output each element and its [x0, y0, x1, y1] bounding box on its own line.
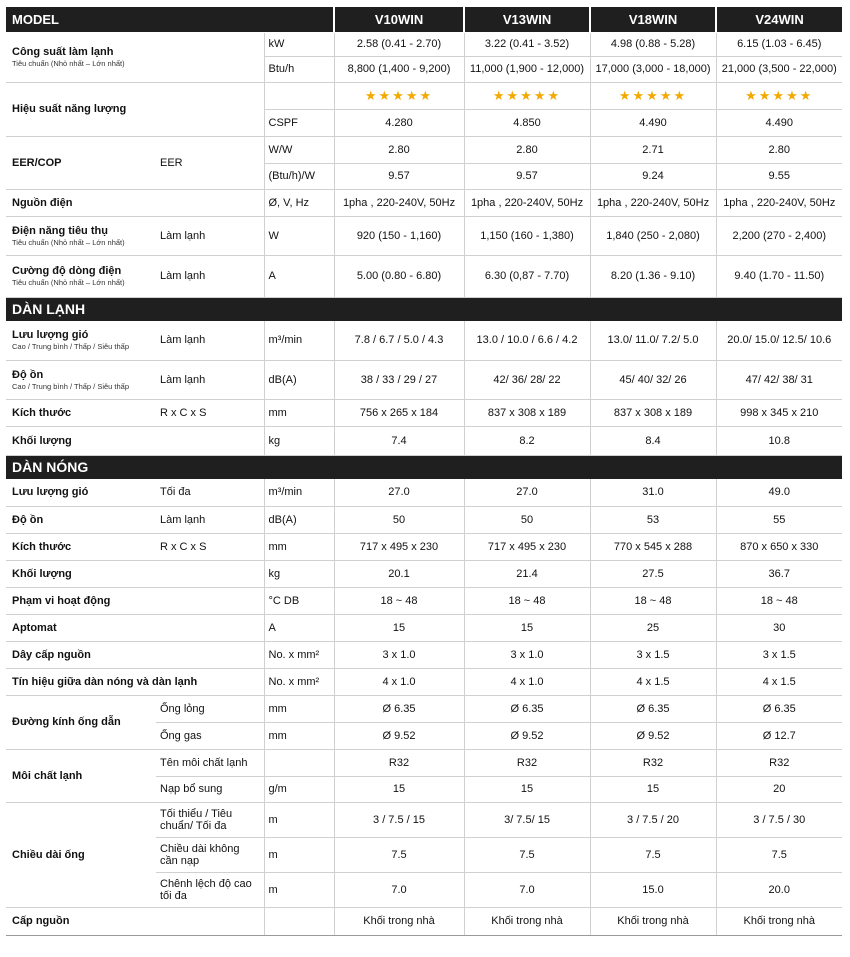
value-cell: Ø 9.52	[334, 722, 464, 749]
indoor-size-row	[6, 399, 842, 426]
spec-table	[6, 7, 842, 936]
row-label: Khối lượng	[6, 426, 264, 455]
indoor-airflow-row	[6, 321, 842, 360]
value-cell: 3 x 1.0	[334, 641, 464, 668]
value-cell: 1pha , 220-240V, 50Hz	[464, 189, 590, 216]
value-cell: 50	[464, 506, 590, 533]
model-name: V13WIN	[464, 7, 590, 32]
row-label-text: Điện năng tiêu thụ	[12, 224, 108, 237]
row-label: Khối lượng	[6, 560, 264, 587]
row-label	[6, 321, 156, 360]
value-cell: 3 / 7.5 / 30	[716, 802, 842, 837]
power-row	[6, 189, 842, 216]
unit-cell: mm	[264, 695, 334, 722]
value-cell: Ø 9.52	[464, 722, 590, 749]
value-cell: 25	[590, 614, 716, 641]
value-cell: 6.15 (1.03 - 6.45)	[716, 32, 842, 56]
value-cell: 11,000 (1,900 - 12,000)	[464, 56, 590, 82]
value-cell: 2.80	[334, 136, 464, 163]
value-cell: 18 ~ 48	[334, 587, 464, 614]
star-rating	[464, 82, 590, 109]
row-label: Môi chất lạnh	[6, 749, 156, 802]
row-label-sub: Tiêu chuẩn (Nhỏ nhất – Lớn nhất)	[12, 278, 125, 287]
value-cell: 756 x 265 x 184	[334, 399, 464, 426]
value-cell: 15	[464, 776, 590, 802]
consumption-row	[6, 216, 842, 255]
section-title: DÀN NÓNG	[6, 455, 842, 479]
value-cell: 21.4	[464, 560, 590, 587]
value-cell: 4.490	[716, 109, 842, 136]
row-label	[6, 216, 156, 255]
value-cell: 10.8	[716, 426, 842, 455]
outdoor-range-row	[6, 587, 842, 614]
unit-cell: W	[264, 216, 334, 255]
row-label: Dây cấp nguồn	[6, 641, 264, 668]
row-label-text: Công suất làm lạnh	[12, 46, 114, 58]
value-cell: 3/ 7.5/ 15	[464, 802, 590, 837]
star-icon: ★★★★★	[492, 87, 562, 103]
value-cell: 8,800 (1,400 - 9,200)	[334, 56, 464, 82]
unit-cell: °C DB	[264, 587, 334, 614]
mode-cell: Làm lạnh	[156, 360, 264, 399]
value-cell: R32	[334, 749, 464, 776]
value-cell: 2.71	[590, 136, 716, 163]
row-label-text: Cường độ dòng điện	[12, 265, 122, 277]
value-cell: 9.40 (1.70 - 11.50)	[716, 255, 842, 297]
unit-cell: g/m	[264, 776, 334, 802]
mode-cell: R x C x S	[156, 533, 264, 560]
value-cell: Ø 12.7	[716, 722, 842, 749]
value-cell: 6.30 (0,87 - 7.70)	[464, 255, 590, 297]
star-rating	[590, 82, 716, 109]
value-cell: 3.22 (0.41 - 3.52)	[464, 32, 590, 56]
value-cell: 7.5	[464, 837, 590, 872]
unit-cell: Btu/h	[264, 56, 334, 82]
value-cell: 4 x 1.0	[334, 668, 464, 695]
value-cell: 920 (150 - 1,160)	[334, 216, 464, 255]
unit-cell: mm	[264, 722, 334, 749]
outdoor-size-row	[6, 533, 842, 560]
row-label-sub: Cao / Trung bình / Thấp / Siêu thấp	[12, 381, 130, 391]
mode-cell: Làm lạnh	[156, 321, 264, 360]
row-label: Lưu lượng gió	[6, 479, 156, 506]
value-cell: 15	[590, 776, 716, 802]
unit-cell: m³/min	[264, 479, 334, 506]
outdoor-cable-row	[6, 641, 842, 668]
unit-cell: m³/min	[264, 321, 334, 360]
value-cell: 42/ 36/ 28/ 22	[464, 360, 590, 399]
value-cell: 4.850	[464, 109, 590, 136]
value-cell: 20.0/ 15.0/ 12.5/ 10.6	[716, 321, 842, 360]
value-cell: 8.4	[590, 426, 716, 455]
row-label: Aptomat	[6, 614, 264, 641]
unit-cell	[264, 82, 334, 109]
value-cell: Ø 6.35	[334, 695, 464, 722]
value-cell: 1pha , 220-240V, 50Hz	[716, 189, 842, 216]
outdoor-breaker-row	[6, 614, 842, 641]
unit-cell: m	[264, 872, 334, 907]
value-cell: 9.55	[716, 163, 842, 189]
value-cell: 18 ~ 48	[590, 587, 716, 614]
value-cell: 15	[334, 614, 464, 641]
outdoor-weight-row	[6, 560, 842, 587]
value-cell: 1pha , 220-240V, 50Hz	[590, 189, 716, 216]
model-name: V10WIN	[334, 7, 464, 32]
value-cell: 13.0/ 11.0/ 7.2/ 5.0	[590, 321, 716, 360]
section-header-indoor	[6, 297, 842, 321]
value-cell: Ø 6.35	[464, 695, 590, 722]
mode-cell: R x C x S	[156, 399, 264, 426]
pipe-liquid-row	[6, 695, 842, 722]
value-cell: 1pha , 220-240V, 50Hz	[334, 189, 464, 216]
value-cell: 15	[464, 614, 590, 641]
value-cell: 8.20 (1.36 - 9.10)	[590, 255, 716, 297]
value-cell: 998 x 345 x 210	[716, 399, 842, 426]
value-cell: 4.490	[590, 109, 716, 136]
unit-cell: dB(A)	[264, 506, 334, 533]
value-cell: 7.0	[464, 872, 590, 907]
value-cell: 27.0	[334, 479, 464, 506]
star-icon: ★★★★★	[745, 87, 814, 103]
value-cell: 13.0 / 10.0 / 6.6 / 4.2	[464, 321, 590, 360]
indoor-weight-row	[6, 426, 842, 455]
value-cell: 38 / 33 / 29 / 27	[334, 360, 464, 399]
value-cell: 4 x 1.5	[716, 668, 842, 695]
mode-cell: Nạp bổ sung	[156, 776, 264, 802]
row-label: Đường kính ống dẫn	[6, 695, 156, 749]
value-cell: 8.2	[464, 426, 590, 455]
unit-cell: mm	[264, 533, 334, 560]
mode-cell: Làm lạnh	[156, 506, 264, 533]
value-cell: 20.0	[716, 872, 842, 907]
unit-cell: (Btu/h)/W	[264, 163, 334, 189]
mode-cell: Ống lỏng	[156, 695, 264, 722]
star-rating	[716, 82, 842, 109]
row-label-sub: Cao / Trung bình / Thấp / Siêu thấp	[12, 342, 130, 352]
value-cell: 9.24	[590, 163, 716, 189]
value-cell: Ø 6.35	[716, 695, 842, 722]
value-cell: 17,000 (3,000 - 18,000)	[590, 56, 716, 82]
value-cell: 4.280	[334, 109, 464, 136]
mode-cell: Làm lạnh	[156, 255, 264, 297]
value-cell: 1,150 (160 - 1,380)	[464, 216, 590, 255]
unit-cell: CSPF	[264, 109, 334, 136]
value-cell: 45/ 40/ 32/ 26	[590, 360, 716, 399]
row-label: Chiều dài ống	[6, 802, 156, 907]
refrigerant-name-row	[6, 749, 842, 776]
value-cell: 3 / 7.5 / 15	[334, 802, 464, 837]
value-cell: 53	[590, 506, 716, 533]
value-cell: 7.5	[334, 837, 464, 872]
efficiency-row-stars	[6, 82, 842, 109]
value-cell: Khối trong nhà	[716, 907, 842, 935]
row-label: Độ ồn	[6, 506, 156, 533]
unit-cell: kg	[264, 426, 334, 455]
unit-cell: m	[264, 802, 334, 837]
unit-cell: No. x mm²	[264, 641, 334, 668]
value-cell: Khối trong nhà	[590, 907, 716, 935]
value-cell: 20	[716, 776, 842, 802]
spec-sheet	[6, 7, 842, 936]
unit-cell: kg	[264, 560, 334, 587]
value-cell: 9.57	[464, 163, 590, 189]
value-cell: 717 x 495 x 230	[464, 533, 590, 560]
mode-cell: Ống gas	[156, 722, 264, 749]
value-cell: Khối trong nhà	[464, 907, 590, 935]
value-cell: 36.7	[716, 560, 842, 587]
row-label: Phạm vi hoạt động	[6, 587, 264, 614]
value-cell: R32	[464, 749, 590, 776]
row-label: Kích thước	[6, 399, 156, 426]
row-label-sub: Tiêu chuẩn (Nhỏ nhất – Lớn nhất)	[12, 237, 125, 247]
unit-cell: m	[264, 837, 334, 872]
value-cell: 2.58 (0.41 - 2.70)	[334, 32, 464, 56]
mode-cell: Chiều dài không cần nạp	[156, 837, 264, 872]
value-cell: 31.0	[590, 479, 716, 506]
row-label: Tín hiệu giữa dàn nóng và dàn lạnh	[6, 668, 264, 695]
mode-cell: Tối đa	[156, 479, 264, 506]
value-cell: Khối trong nhà	[334, 907, 464, 935]
unit-cell: W/W	[264, 136, 334, 163]
unit-cell: dB(A)	[264, 360, 334, 399]
value-cell: 15	[334, 776, 464, 802]
value-cell: 55	[716, 506, 842, 533]
model-name: V18WIN	[590, 7, 716, 32]
value-cell: 9.57	[334, 163, 464, 189]
unit-cell	[264, 749, 334, 776]
unit-cell: kW	[264, 32, 334, 56]
value-cell: 3 x 1.5	[590, 641, 716, 668]
pipelen-minmax-row	[6, 802, 842, 837]
value-cell: 7.8 / 6.7 / 5.0 / 4.3	[334, 321, 464, 360]
row-label: EER/COP	[6, 136, 156, 189]
value-cell: 837 x 308 x 189	[464, 399, 590, 426]
unit-cell: mm	[264, 399, 334, 426]
value-cell: 3 x 1.5	[716, 641, 842, 668]
value-cell: 27.0	[464, 479, 590, 506]
star-rating	[334, 82, 464, 109]
value-cell: 5.00 (0.80 - 6.80)	[334, 255, 464, 297]
current-row	[6, 255, 842, 297]
value-cell: 7.0	[334, 872, 464, 907]
value-cell: 18 ~ 48	[716, 587, 842, 614]
row-label	[6, 360, 156, 399]
outdoor-signal-row	[6, 668, 842, 695]
section-title: DÀN LẠNH	[6, 297, 842, 321]
row-label-sub: Tiêu chuẩn (Nhỏ nhất – Lớn nhất)	[12, 59, 125, 68]
value-cell: R32	[590, 749, 716, 776]
row-label: Hiệu suất năng lượng	[6, 82, 264, 136]
outdoor-noise-row	[6, 506, 842, 533]
value-cell: Ø 6.35	[590, 695, 716, 722]
value-cell: Ø 9.52	[590, 722, 716, 749]
value-cell: 2.80	[464, 136, 590, 163]
mode-cell: Tối thiểu / Tiêu chuẩn/ Tối đa	[156, 802, 264, 837]
unit-cell	[264, 907, 334, 935]
value-cell: 21,000 (3,500 - 22,000)	[716, 56, 842, 82]
mode-cell: Chênh lệch độ cao tối đa	[156, 872, 264, 907]
value-cell: 27.5	[590, 560, 716, 587]
row-label: Nguồn điện	[6, 189, 264, 216]
row-label-text: Độ ồn	[12, 368, 44, 381]
value-cell: 4 x 1.0	[464, 668, 590, 695]
capacity-row-kw	[6, 32, 842, 56]
eer-row-1	[6, 136, 842, 163]
outdoor-airflow-row	[6, 479, 842, 506]
value-cell: 18 ~ 48	[464, 587, 590, 614]
row-label: Kích thước	[6, 533, 156, 560]
row-label	[6, 255, 156, 297]
value-cell: 1,840 (250 - 2,080)	[590, 216, 716, 255]
row-label: Cấp nguồn	[6, 907, 264, 935]
model-header-row	[6, 7, 842, 32]
value-cell: 837 x 308 x 189	[590, 399, 716, 426]
mode-cell: Làm lạnh	[156, 216, 264, 255]
model-name: V24WIN	[716, 7, 842, 32]
supply-row	[6, 907, 842, 935]
unit-cell: Ø, V, Hz	[264, 189, 334, 216]
value-cell: 870 x 650 x 330	[716, 533, 842, 560]
value-cell: 49.0	[716, 479, 842, 506]
value-cell: 7.5	[716, 837, 842, 872]
value-cell: 2,200 (270 - 2,400)	[716, 216, 842, 255]
value-cell: 15.0	[590, 872, 716, 907]
value-cell: 717 x 495 x 230	[334, 533, 464, 560]
indoor-noise-row	[6, 360, 842, 399]
unit-cell: A	[264, 614, 334, 641]
value-cell: 7.4	[334, 426, 464, 455]
row-label-text: Lưu lượng gió	[12, 329, 89, 342]
model-label: MODEL	[6, 7, 334, 32]
row-label	[6, 32, 264, 82]
value-cell: 20.1	[334, 560, 464, 587]
mode-cell: Tên môi chất lạnh	[156, 749, 264, 776]
value-cell: 47/ 42/ 38/ 31	[716, 360, 842, 399]
value-cell: 2.80	[716, 136, 842, 163]
value-cell: R32	[716, 749, 842, 776]
section-header-outdoor	[6, 455, 842, 479]
value-cell: 50	[334, 506, 464, 533]
value-cell: 770 x 545 x 288	[590, 533, 716, 560]
mode-cell: EER	[156, 136, 264, 189]
value-cell: 3 x 1.0	[464, 641, 590, 668]
value-cell: 30	[716, 614, 842, 641]
value-cell: 4 x 1.5	[590, 668, 716, 695]
star-icon: ★★★★★	[618, 87, 688, 103]
unit-cell: A	[264, 255, 334, 297]
unit-cell: No. x mm²	[264, 668, 334, 695]
value-cell: 3 / 7.5 / 20	[590, 802, 716, 837]
value-cell: 4.98 (0.88 - 5.28)	[590, 32, 716, 56]
star-icon: ★★★★★	[364, 87, 434, 103]
value-cell: 7.5	[590, 837, 716, 872]
